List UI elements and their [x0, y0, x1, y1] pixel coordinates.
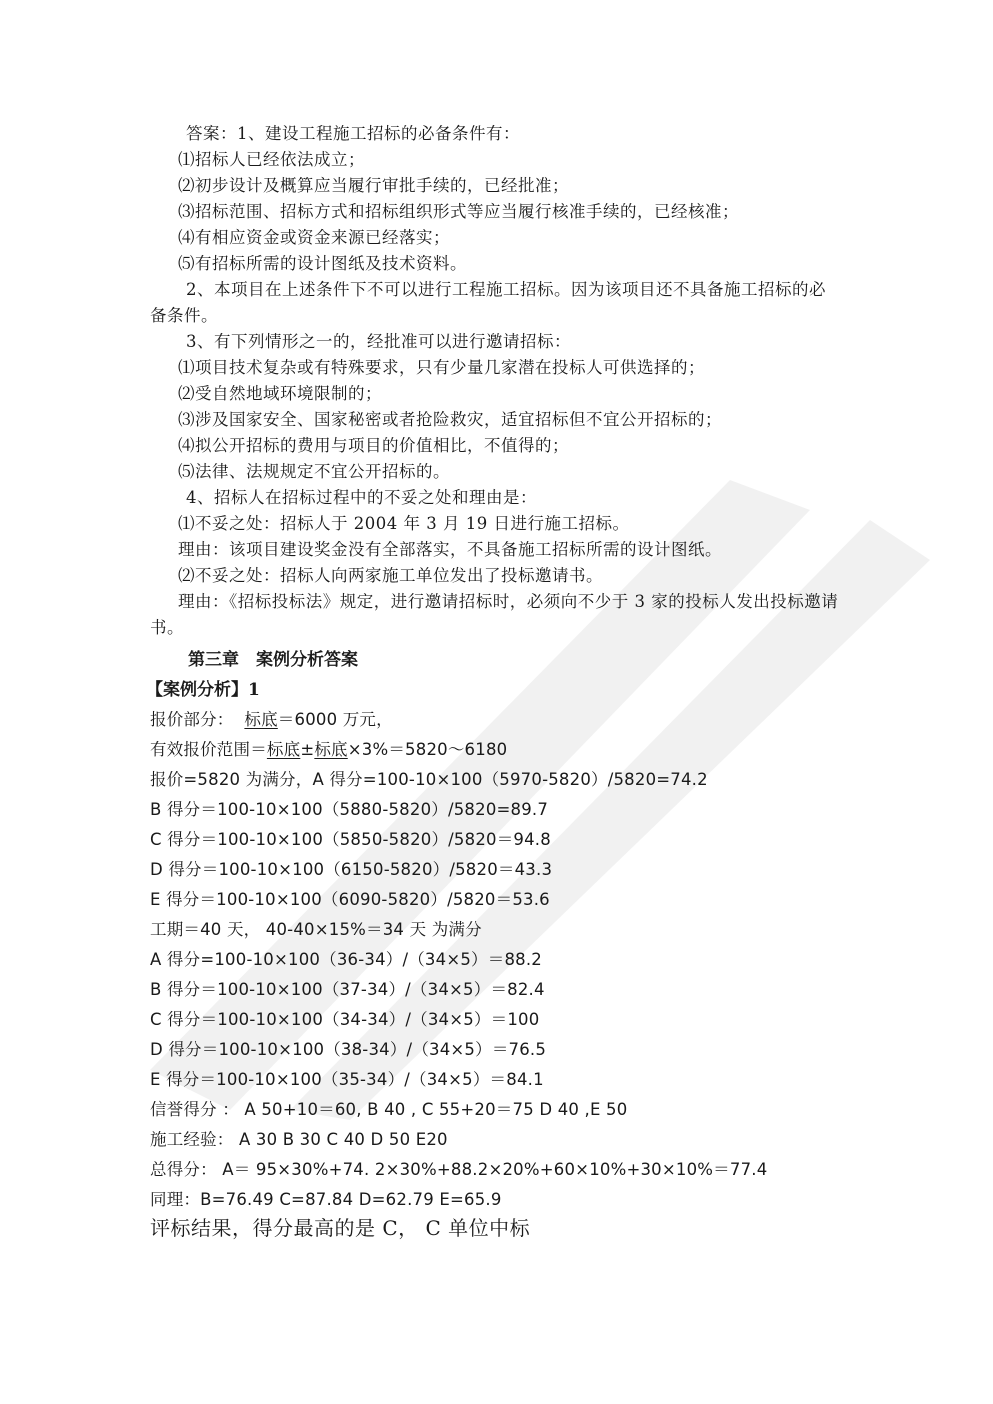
range-term-1: 标底: [266, 740, 301, 759]
calc-line-6: D 得分＝100-10×100（6150-5820）/5820＝43.3: [150, 860, 553, 879]
calc-line-9: A 得分=100-10×100（36-34）/（34×5）＝88.2: [150, 950, 542, 969]
price-term: 标底: [244, 710, 278, 729]
calc-line-14: 信誉得分 ： A 50+10＝60, B 40 , C 55+20＝75 D 40 ,E 50: [150, 1100, 628, 1119]
answer-line-18: ⑵不妥之处：招标人向两家施工单位发出了投标邀请书。: [178, 566, 603, 585]
calc-line-4: B 得分＝100-10×100（5880-5820）/5820=89.7: [150, 800, 549, 819]
answer-line-10: ⑴项目技术复杂或有特殊要求，只有少量几家潜在投标人可供选择的；: [178, 358, 705, 377]
range-suffix: ×3%＝5820～6180: [347, 740, 508, 759]
range-line: [150, 740, 507, 760]
calc-line-13: E 得分＝100-10×100（35-34）/（34×5）＝84.1: [150, 1070, 544, 1089]
calc-line-10: B 得分＝100-10×100（37-34）/（34×5）＝82.4: [150, 980, 545, 999]
answer-line-3: ⑵初步设计及概算应当履行审批手续的，已经批准；: [178, 176, 569, 195]
answer-line-12: ⑶涉及国家安全、国家秘密或者抢险救灾，适宜招标但不宜公开招标的；: [178, 410, 722, 429]
answer-line-19: 理由：《招标投标法》规定，进行邀请招标时，必须向不少于 3 家的投标人发出投标邀请: [178, 592, 839, 611]
answer-line-20: 书。: [150, 618, 184, 637]
answer-line-16: ⑴不妥之处：招标人于 2004 年 3 月 19 日进行施工招标。: [178, 514, 630, 533]
calc-line-15: 施工经验： A 30 B 30 C 40 D 50 E20: [150, 1130, 448, 1149]
answer-line-15: 4、招标人在招标过程中的不妥之处和理由是：: [186, 488, 537, 507]
range-prefix: 有效报价范围＝: [150, 740, 267, 759]
price-line: [150, 710, 393, 730]
answer-line-11: ⑵受自然地域环境限制的；: [178, 384, 382, 403]
answer-line-7: 2、本项目在上述条件下不可以进行工程施工招标。因为该项目还不具备施工招标的必: [186, 280, 826, 299]
calc-line-3: 报价=5820 为满分，A 得分=100-10×100（5970-5820）/5820=74.2: [150, 770, 708, 789]
range-mid: ±: [300, 740, 315, 759]
range-term-2: 标底: [314, 740, 348, 759]
answer-line-5: ⑷有相应资金或资金来源已经落实；: [178, 228, 450, 247]
calc-line-17: 同理：B=76.49 C=87.84 D=62.79 E=65.9: [150, 1190, 502, 1209]
calc-line-7: E 得分＝100-10×100（6090-5820）/5820＝53.6: [150, 890, 550, 909]
price-suffix: ＝6000 万元，: [277, 710, 393, 729]
calc-line-5: C 得分＝100-10×100（5850-5820）/5820＝94.8: [150, 830, 551, 849]
calc-line-12: D 得分＝100-10×100（38-34）/（34×5）＝76.5: [150, 1040, 547, 1059]
calc-line-11: C 得分＝100-10×100（34-34）/（34×5）＝100: [150, 1010, 540, 1029]
answer-line-17: 理由：该项目建设奖金没有全部落实，不具备施工招标所需的设计图纸。: [178, 540, 722, 559]
result-line: 评标结果，得分最高的是 C， C 单位中标: [150, 1216, 531, 1240]
answer-line-8: 备条件。: [150, 306, 218, 325]
answer-line-4: ⑶招标范围、招标方式和招标组织形式等应当履行核准手续的，已经核准；: [178, 202, 739, 221]
answer-line-13: ⑷拟公开招标的费用与项目的价值相比，不值得的；: [178, 436, 569, 455]
answer-line-1: 答案：1、建设工程施工招标的必备条件有：: [186, 124, 520, 143]
answer-line-6: ⑸有招标所需的设计图纸及技术资料。: [178, 254, 467, 273]
answer-line-9: 3、有下列情形之一的，经批准可以进行邀请招标：: [186, 332, 571, 351]
answer-line-2: ⑴招标人已经依法成立；: [178, 150, 365, 169]
answer-line-14: ⑸法律、法规规定不宜公开招标的。: [178, 462, 450, 481]
case-title: 【案例分析】1: [146, 680, 260, 700]
chapter-heading: 第三章 案例分析答案: [188, 650, 358, 670]
calc-line-8: 工期＝40 天， 40-40×15%＝34 天 为满分: [150, 920, 482, 939]
price-prefix: 报价部分：: [150, 710, 234, 729]
calc-line-16: 总得分： A＝ 95×30%+74. 2×30%+88.2×20%+60×10%+30×10%＝77.4: [150, 1160, 768, 1179]
